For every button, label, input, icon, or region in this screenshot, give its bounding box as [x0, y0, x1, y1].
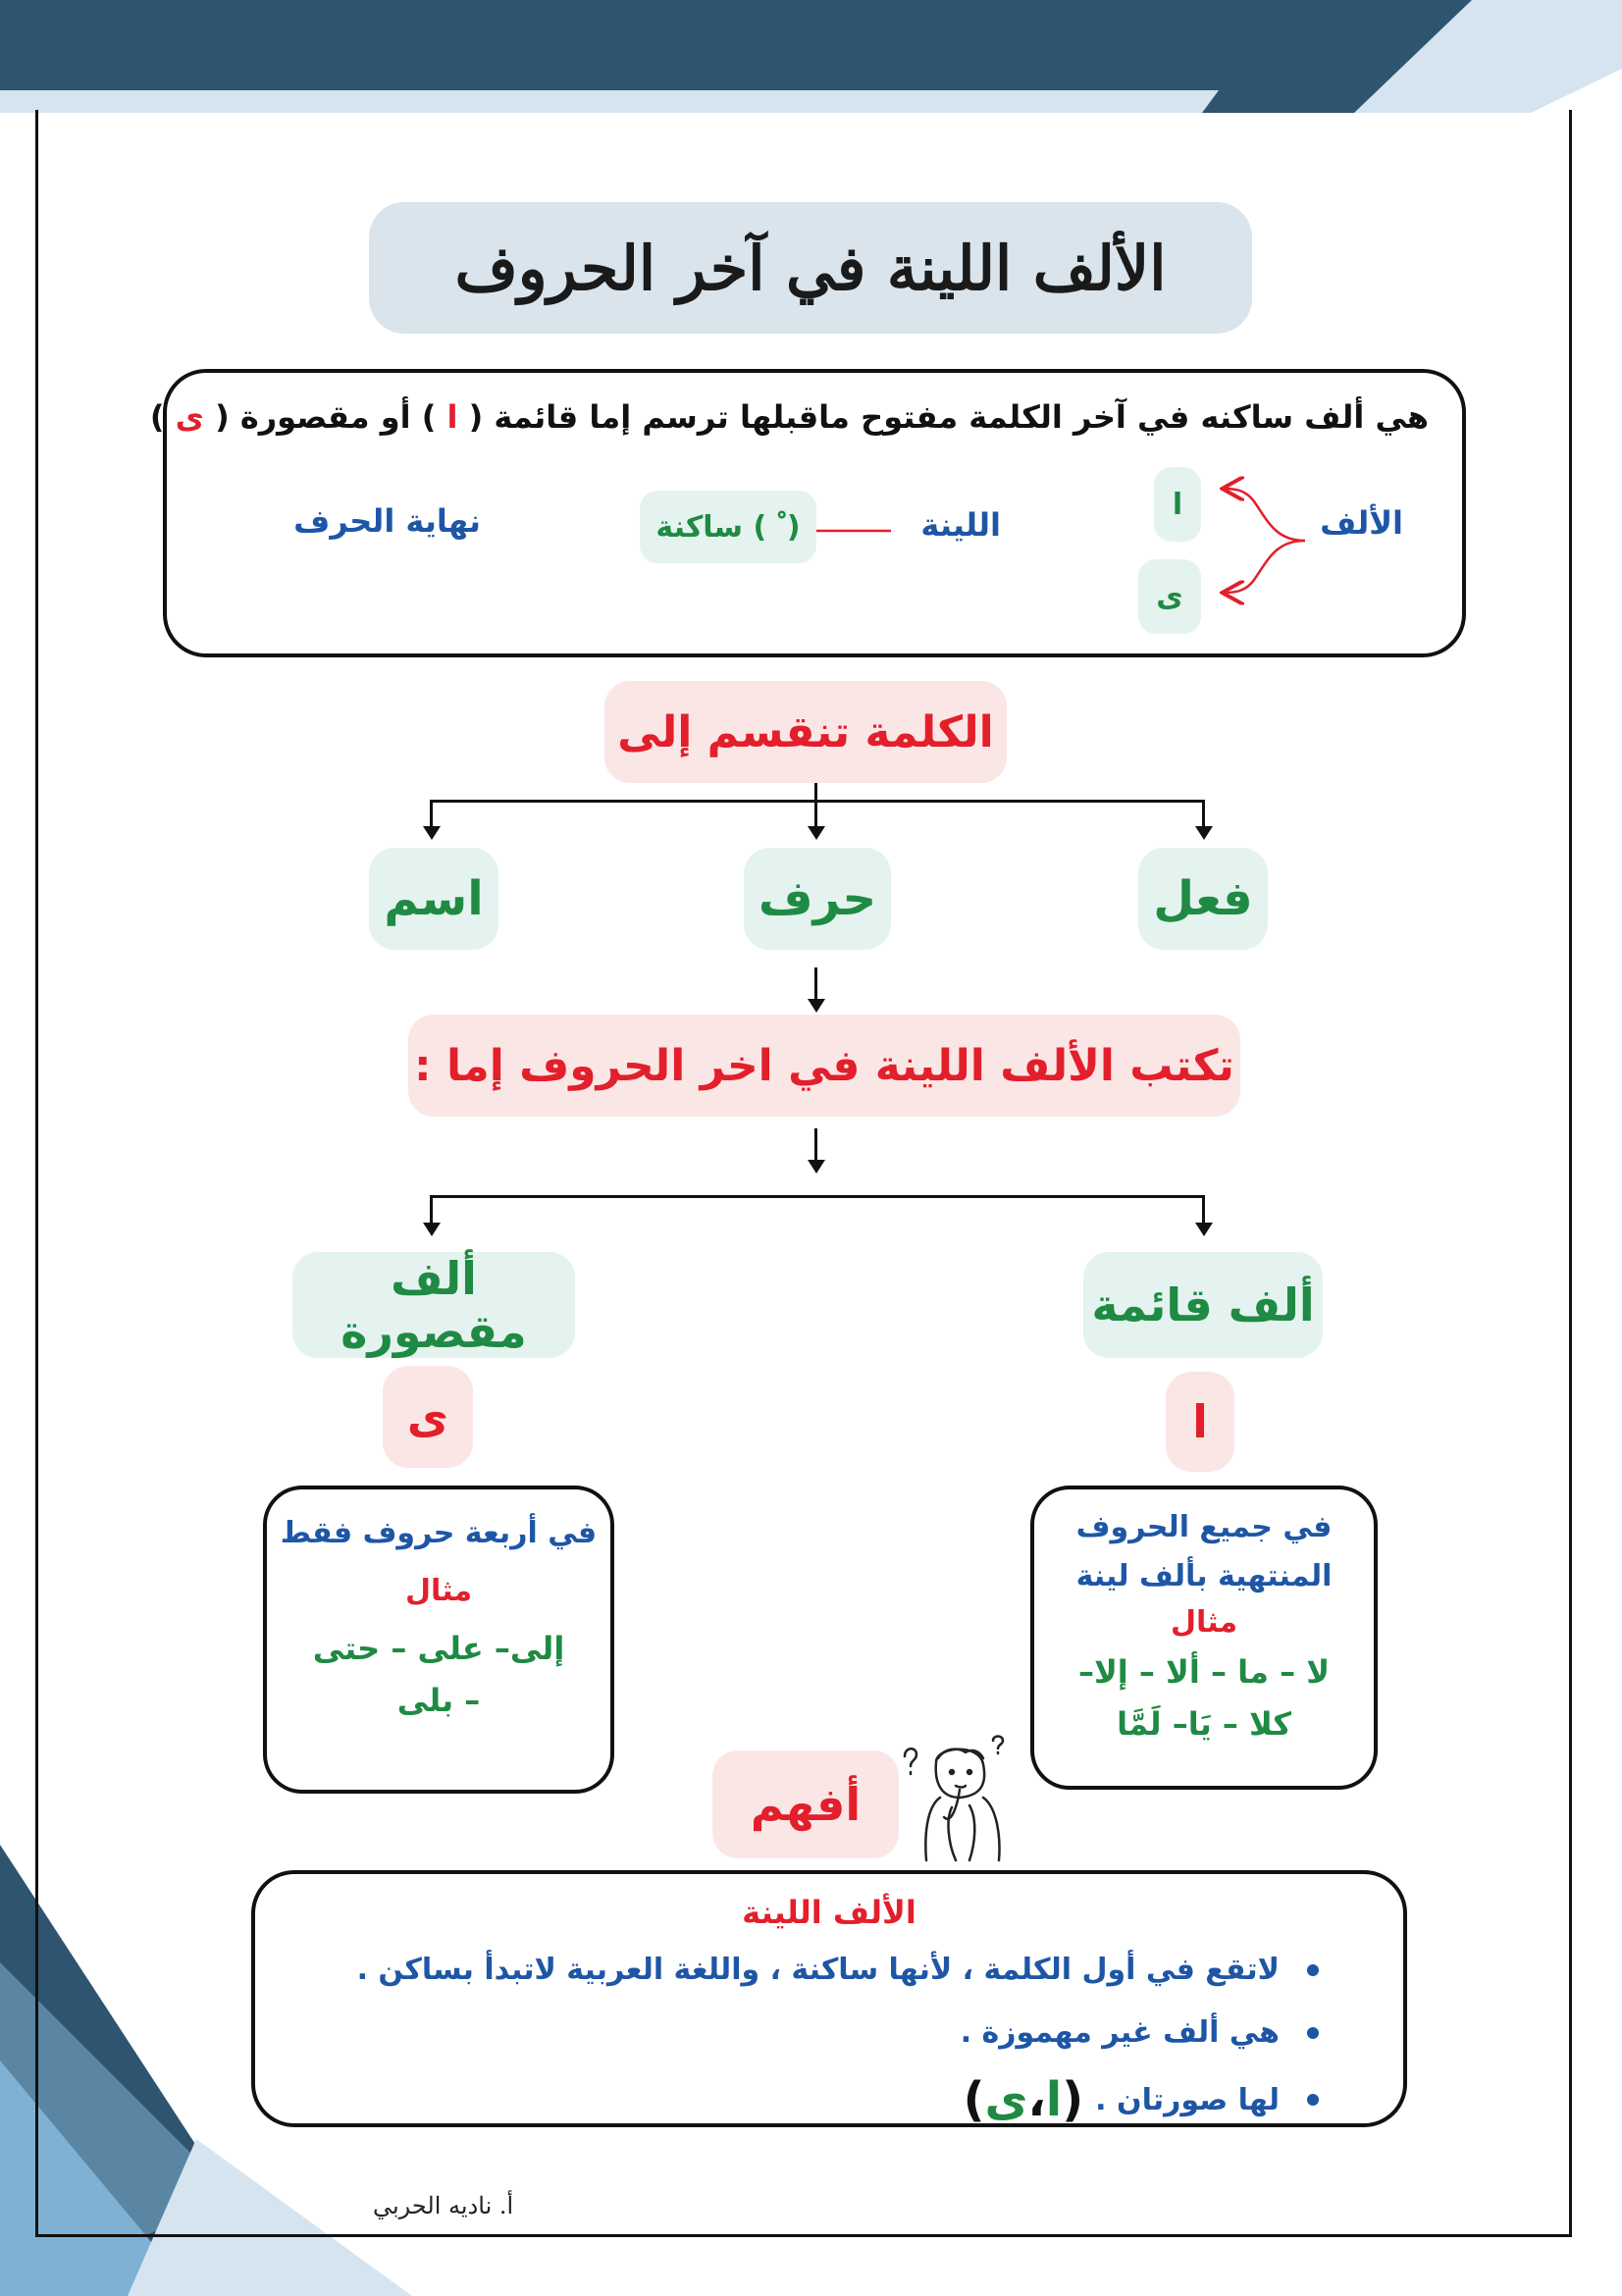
alif-form-standing: ا: [1154, 467, 1201, 542]
arrow-heads-4: [0, 1221, 1622, 1240]
author-signature: أ. ناديه الحربي: [373, 2192, 514, 2219]
summary-bullet-1: لاتقع في أول الكلمة ، لأنها ساكنة ، واللغة العربية لاتبدأ بساكن .: [357, 1953, 1319, 1987]
summary-bullet-2: هي ألف غير مهموزة .: [961, 2015, 1319, 2050]
standing-alif-title: ألف قائمة: [1083, 1252, 1323, 1358]
bullet-dot: [1307, 2094, 1319, 2106]
standing-examples-1: لا – ما – ألا – إلا–: [1077, 1653, 1331, 1691]
arrow-heads-1: [0, 824, 1622, 844]
understand-box: أفهم: [712, 1750, 899, 1858]
word-type-particle: حرف: [744, 848, 891, 950]
thinking-boy-icon: [901, 1735, 1011, 1864]
standing-alif-letter: ا: [1166, 1372, 1234, 1472]
maqsura-examples-1: إلى– على – حتى: [312, 1630, 565, 1667]
standing-examples-2: كلا – يَا– لَمَّا: [1117, 1705, 1291, 1743]
arrow-head-2: [806, 997, 827, 1015]
standing-alif-card: [1030, 1486, 1378, 1790]
standing-alif-desc: في جميع الحروف المنتهية بألف لينة: [1075, 1510, 1333, 1593]
letter-end-label: نهاية الحرف: [293, 502, 481, 540]
bullet-dot: [1307, 1964, 1319, 1976]
maqsura-alif-card: [263, 1486, 614, 1794]
page-title: الألف اللينة في آخر الحروف: [454, 232, 1167, 304]
alif-form-maqsura: ى: [1138, 559, 1201, 634]
maqsura-alif-letter: ى: [383, 1366, 473, 1468]
maqsura-alif-desc: في أربعة حروف فقط: [280, 1516, 598, 1550]
summary-title: الألف اللينة: [742, 1894, 916, 1931]
bullet-dot: [1307, 2027, 1319, 2039]
brace-arrows-icon: [1207, 467, 1315, 614]
word-divides-box: الكلمة تنقسم إلى: [604, 681, 1007, 783]
alif-letter: ا: [446, 398, 458, 436]
maqsura-letter: ى: [175, 398, 204, 436]
word-type-verb: فعل: [1138, 848, 1268, 950]
alif-label: الألف: [1320, 504, 1403, 542]
maqsura-alif-title: ألف مقصورة: [292, 1252, 575, 1358]
summary-bullets: [275, 1953, 1319, 2127]
maqsura-examples-2: – بلى: [396, 1682, 481, 1719]
page-title-box: [369, 202, 1252, 334]
summary-box: [251, 1870, 1407, 2127]
standing-example-label: مثال: [1170, 1605, 1238, 1640]
arrow-head-3: [806, 1158, 827, 1175]
definition-text: هي ألف ساكنه في آخر الكلمة مفتوح ماقبلها ترسم إما قائمة ( ا ) أو مقصورة ( ى ): [149, 398, 1429, 436]
maqsura-example-label: مثال: [404, 1574, 473, 1608]
connector-horizontal-1: [430, 800, 1205, 803]
word-type-noun: اسم: [369, 848, 498, 950]
sakina-box: ( ْ ) ساكنة: [640, 491, 816, 563]
definition-box: [149, 369, 1466, 657]
layyina-label: اللينة: [920, 506, 1001, 544]
summary-bullet-3: لها صورتان . (ا،ى): [964, 2072, 1319, 2127]
summary-forms: (ا،ى): [963, 2072, 1084, 2127]
connector-horizontal-2: [430, 1195, 1205, 1198]
top-decoration: [0, 0, 1622, 118]
rule-heading-box: تكتب الألف اللينة في اخر الحروف إما :: [408, 1015, 1240, 1117]
